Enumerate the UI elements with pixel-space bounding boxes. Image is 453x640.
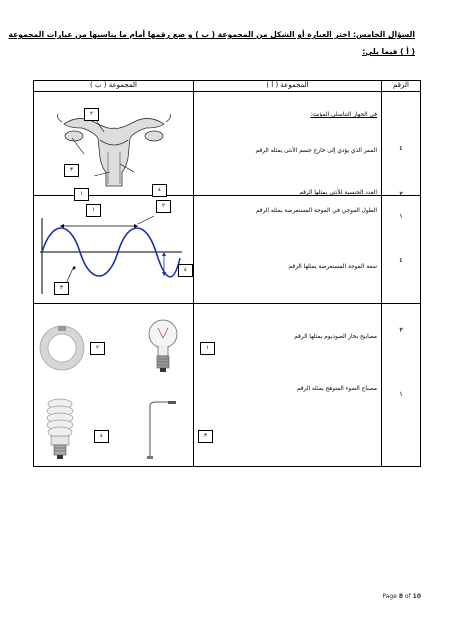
- figure-label: ٣: [64, 164, 79, 177]
- figure-cell: [34, 304, 209, 467]
- statement: سعة الموجة المستعرضة يمثلها الرقم: [288, 264, 377, 270]
- figure-cell: [34, 92, 194, 196]
- figure-label: ١: [86, 204, 101, 217]
- figure-cell: [34, 196, 194, 304]
- table-header-row: [34, 81, 421, 92]
- figure-label: ٣: [54, 282, 69, 295]
- circular-fluorescent-lamp-icon: [38, 324, 88, 374]
- answer-cell: [382, 196, 421, 304]
- figure-label: ٤: [94, 430, 109, 443]
- statement-intro: في الجهاز التناسلي المؤنث:: [310, 112, 377, 118]
- statement: مصباح الضوء المتوهج يمثله الرقم: [296, 386, 377, 392]
- of-word: of: [404, 593, 411, 600]
- question-title: السؤال الخامس: اختر العبارة أو الشكل من المجموعة ( ب ) و ضع رقمها أمام ما يناسبها من عبارات المجموعة: [8, 30, 415, 39]
- figure-label: ١: [74, 188, 89, 201]
- table-row: [34, 92, 421, 196]
- page-number: 8: [398, 593, 403, 600]
- answer-cell: [382, 304, 421, 467]
- statement: الغدد الجنسية للأنثى يمثلها الرقم: [299, 190, 377, 196]
- street-lamp-icon: [140, 400, 180, 460]
- header-group-a: المجموعة ( أ ): [194, 81, 382, 92]
- header-number: الرقم: [382, 81, 421, 92]
- statements-cell: [194, 92, 382, 196]
- page-word: Page: [382, 593, 397, 600]
- figure-label: ٢: [84, 108, 99, 121]
- answer-number: ١: [399, 212, 403, 220]
- total-pages: 10: [412, 593, 421, 600]
- answer-number: ٤: [399, 256, 403, 264]
- statement: الممر الذي يؤدي إلى خارج جسم الأنثى يمثله الرقم: [255, 148, 377, 154]
- figure-label: ٤: [178, 264, 193, 277]
- answer-number: ٣: [399, 326, 403, 334]
- spiral-cfl-bulb-icon: [40, 396, 80, 462]
- figure-label: ٢: [156, 200, 171, 213]
- answer-number: ١: [399, 390, 403, 398]
- table-row: [34, 196, 421, 304]
- figure-label: ٣: [198, 430, 213, 443]
- header-group-b: المجموعة ( ب ): [34, 81, 194, 92]
- incandescent-bulb-icon: [146, 316, 180, 376]
- statement: الطول الموجي في الموجة المستعرضة يمثله الرقم: [255, 208, 377, 214]
- answer-cell: [382, 92, 421, 196]
- female-reproductive-system-icon: [34, 92, 194, 196]
- page-footer: [382, 593, 421, 600]
- table-row: [34, 304, 421, 467]
- statements-cell: [194, 196, 382, 304]
- figure-label: ٤: [152, 184, 167, 197]
- figure-label: ١: [200, 342, 215, 355]
- question-subtitle: ( أ ) فيما يلي:: [362, 47, 415, 56]
- figure-label: ٢: [90, 342, 105, 355]
- statements-cell: [194, 304, 382, 467]
- answer-number: ٤: [399, 144, 403, 152]
- matching-table: [33, 80, 421, 467]
- answer-number: ٣: [399, 190, 403, 198]
- statement: مصابيح بخار الصوديوم يمثلها الرقم: [294, 334, 377, 340]
